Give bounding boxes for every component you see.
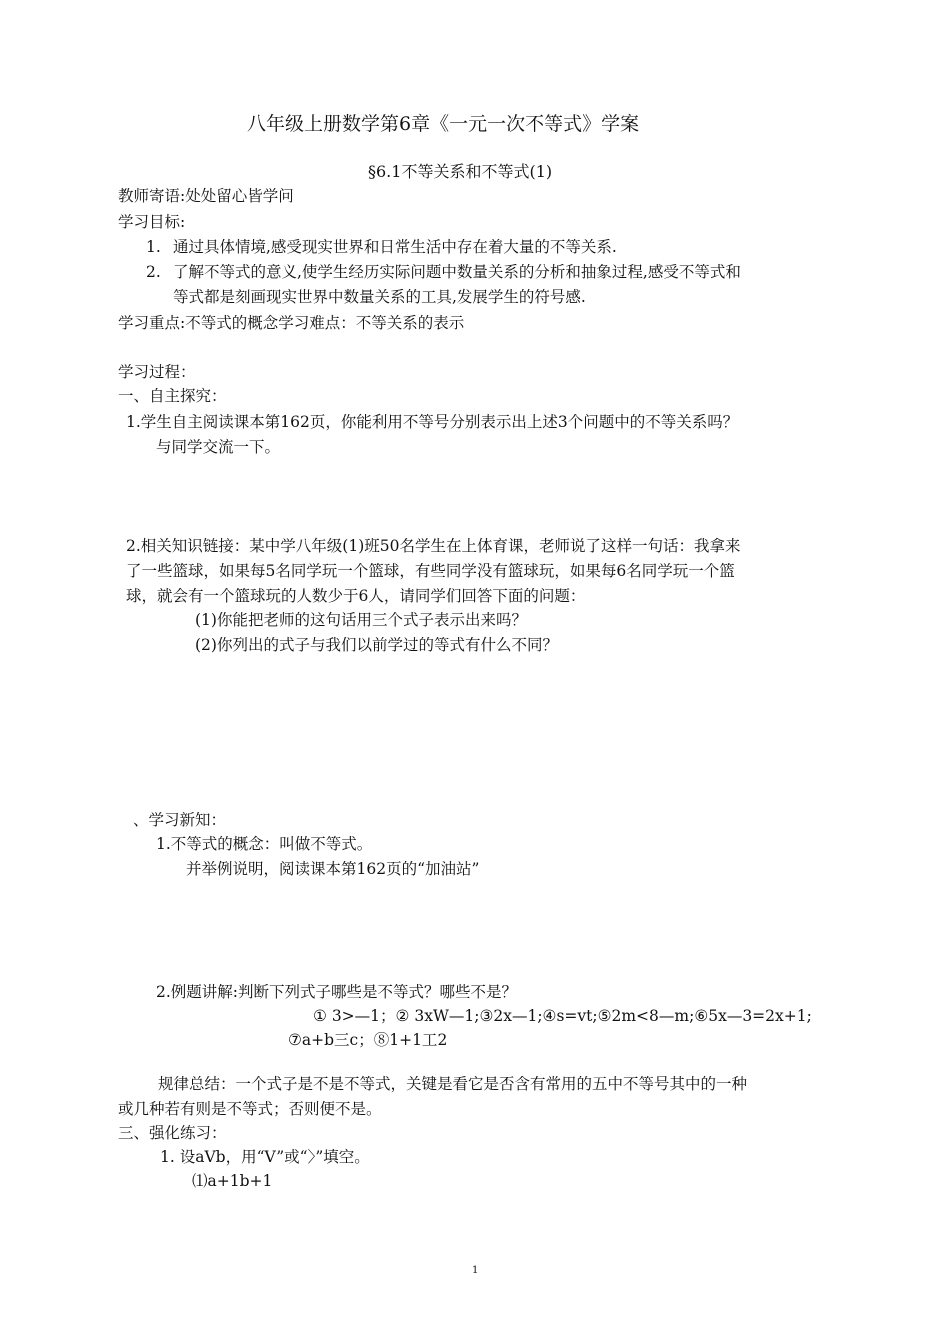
practice-1-sub: ⑴a+1b+1 [192,1172,273,1190]
teacher-motto: 教师寄语:处处留心皆学问 [118,187,294,205]
question-1-line2: 与同学交流一下。 [156,438,281,456]
goals-heading: 学习目标: [118,213,186,231]
key-points: 学习重点:不等式的概念学习难点：不等关系的表示 [118,314,465,332]
question-2-sub-2: (2)你列出的式子与我们以前学过的等式有什么不同？ [195,636,558,654]
goal-1-number: 1. [146,238,161,256]
section-2-heading: 、学习新知： [133,811,227,829]
practice-1: 1. 设aVb，用“V”或“〉”填空。 [160,1148,370,1166]
goal-2-text-line2: 等式都是刻画现实世界中数量关系的工具,发展学生的符号感. [173,288,586,306]
example-items-line2: ⑦a+b三c；⑧1+1工2 [288,1031,448,1049]
new-knowledge-1-sub: 并举例说明，阅读课本第162页的“加油站” [186,860,480,878]
new-knowledge-1: 1.不等式的概念：叫做不等式。 [156,835,373,853]
section-subtitle: §6.1不等关系和不等式(1) [368,162,553,181]
rule-summary-line1: 规律总结：一个式子是不是不等式，关键是看它是否含有常用的五中不等号其中的一种 [158,1075,748,1093]
question-2-sub-1: (1)你能把老师的这句话用三个式子表示出来吗？ [195,611,527,629]
question-2-line2: 了一些篮球，如果每5名同学玩一个篮球，有些同学没有篮球玩，如果每6名同学玩一个篮 [126,562,735,580]
page-title: 八年级上册数学第6章《一元一次不等式》学案 [247,113,640,135]
rule-summary-line2: 或几种若有则是不等式；否则便不是。 [118,1100,382,1118]
page-number: 1 [472,1265,479,1276]
process-heading: 学习过程： [118,363,196,381]
question-2-line1: 2.相关知识链接：某中学八年级(1)班50名学生在上体育课，老师说了这样一句话：我拿来 [126,537,741,555]
question-1-line1: 1.学生自主阅读课本第162页，你能利用不等号分别表示出上述3个问题中的不等关系吗？ [126,413,739,431]
section-3-heading: 三、强化练习： [118,1124,227,1142]
example-items-line1: ① 3>—1；② 3xW—1;③2x—1;④s=vt;⑤2m<8—m;⑥5x—3=2x+1; [313,1007,812,1025]
goal-2-number: 2. [146,263,161,281]
example-heading: 2.例题讲解:判断下列式子哪些是不等式？哪些不是？ [156,983,518,1001]
goal-1-text: 通过具体情境,感受现实世界和日常生活中存在着大量的不等关系. [173,238,617,256]
section-1-heading: 一、自主探究： [118,387,227,405]
goal-2-text-line1: 了解不等式的意义,使学生经历实际问题中数量关系的分析和抽象过程,感受不等式和 [173,263,741,281]
question-2-line3: 球，就会有一个篮球玩的人数少于6人，请同学们回答下面的问题： [126,587,586,605]
